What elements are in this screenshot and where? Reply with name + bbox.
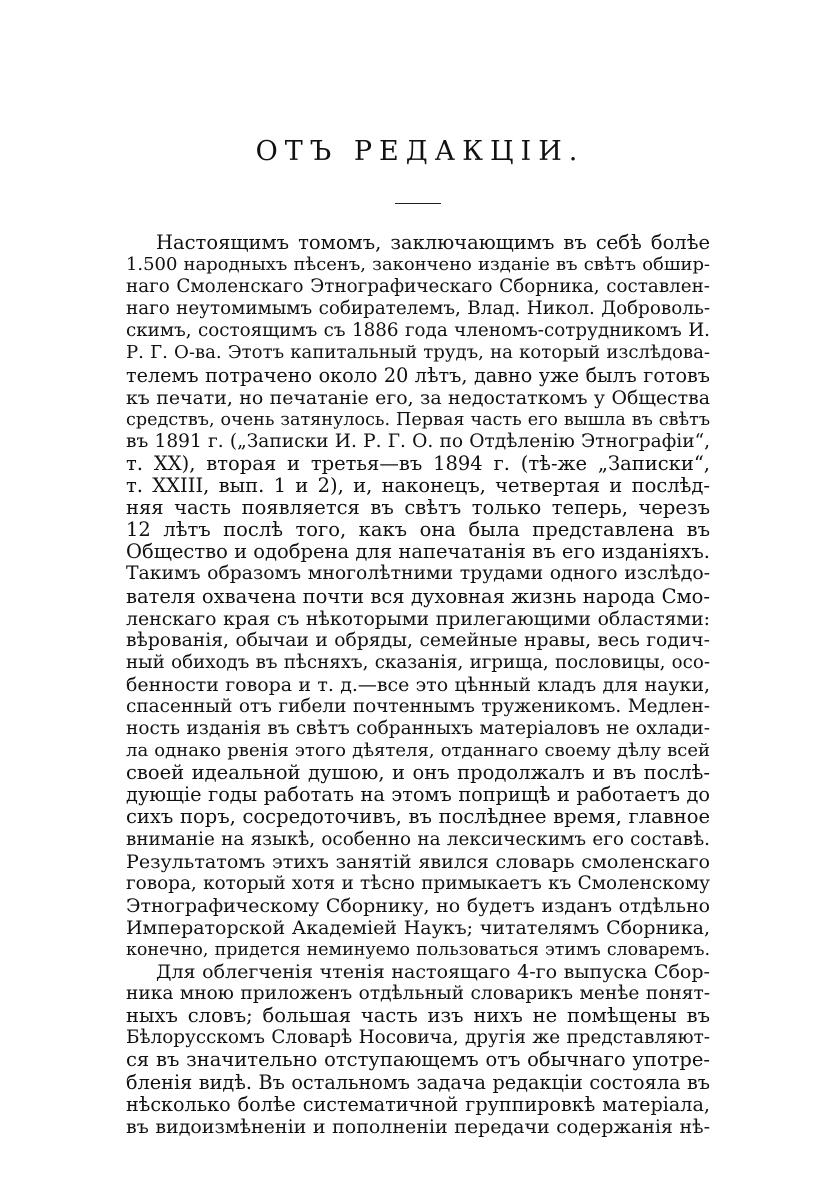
text-line: т. XX), вторая и третья—въ 1894 г. (тѣ-же „Записки“, (126, 452, 710, 475)
text-line: спасенный отъ гибели почтеннымъ труженикомъ. Медлен- (126, 695, 710, 717)
text-line: ныхъ словъ; большая часть изъ нихъ не помѣщены въ (126, 1005, 710, 1028)
text-line: ла однако рвенія этого дѣятеля, отданнаго своему дѣлу всей (126, 740, 710, 762)
text-line: ся въ значительно отступающемъ отъ обычнаго употре- (126, 1049, 710, 1072)
text-line: сихъ поръ, сосредоточивъ, въ послѣднее время, главное (126, 806, 710, 829)
text-line: Императорской Академіей Наукъ; читателямъ Сборника, (126, 916, 710, 939)
text-line: Для облегченія чтенія настоящаго 4-го выпуска Сбор- (156, 961, 710, 984)
text-line: Р. Г. О-ва. Этотъ капитальный трудъ, на который изслѣдова- (126, 342, 710, 364)
text-line: Результатомъ этихъ занятій явился словарь смоленскаго (126, 850, 710, 873)
text-line: бленія видѣ. Въ остальномъ задача редакціи состояла въ (126, 1071, 710, 1094)
text-line: дующіе годы работать на этомъ поприщѣ и работаетъ до (126, 784, 710, 807)
text-line: 12 лѣтъ послѣ того, какъ она была представлена въ (126, 519, 710, 542)
title-divider (395, 203, 441, 204)
text-line: ника мною приложенъ отдѣльный словарикъ менѣе понят- (126, 983, 710, 1005)
text-line: ность изданія въ свѣтъ собранныхъ матеріаловъ не охлади- (126, 718, 710, 740)
text-line: своей идеальной душою, и онъ продолжалъ и въ послѣ- (126, 762, 710, 785)
text-line: Общество и одобрена для напечатанія въ его изданіяхъ. (126, 541, 710, 564)
text-line: средствъ, очень затянулось. Первая часть его вышла въ свѣтъ (126, 409, 710, 430)
text-line: въ 1891 г. („Записки И. Р. Г. О. по Отдѣленію Этнографіи“, (126, 430, 710, 452)
text-line: наго неутомимымъ собирателемъ, Влад. Никол. Доброволь- (126, 298, 710, 320)
text-line: скимъ, состоящимъ съ 1886 года членомъ-сотрудникомъ И. (126, 320, 710, 342)
text-line: т. XXIII, вып. 1 и 2), и, наконецъ, четвертая и послѣд- (126, 475, 710, 498)
text-line: нѣсколько болѣе систематичной группировкѣ матеріала, (126, 1093, 710, 1116)
text-line: телемъ потрачено около 20 лѣтъ, давно уже былъ готовъ (126, 364, 710, 387)
page-title: ОТЪ РЕДАКЦІИ. (255, 136, 585, 167)
body-text (126, 232, 710, 1138)
text-line: 1.500 народныхъ пѣсенъ, закончено изданіе въ свѣтъ обшир- (126, 254, 710, 276)
text-line: Бѣлорусскомъ Словарѣ Носовича, другія же представляют- (126, 1027, 710, 1049)
text-line: Настоящимъ томомъ, заключающимъ въ себѣ болѣе (156, 232, 710, 254)
text-line: вателя охвачена почти вся духовная жизнь народа Смо- (126, 585, 710, 608)
text-line: Этнографическому Сборнику, но будетъ изданъ отдѣльно (126, 894, 710, 917)
text-line: въ видоизмѣненіи и пополненіи передачи содержанія нѣ- (126, 1115, 710, 1138)
text-line: Такимъ образомъ многолѣтними трудами одного изслѣдо- (126, 563, 710, 585)
text-line: ный обиходъ въ пѣсняхъ, сказанія, игрища, пословицы, осо- (126, 651, 710, 673)
text-line: наго Смоленскаго Этнографическаго Сборника, составлен- (126, 276, 710, 298)
text-line: конечно, придется неминуемо пользоваться этимъ словаремъ. (126, 940, 710, 960)
text-line: вѣрованія, обычаи и обряды, семейные нравы, весь годич- (126, 629, 710, 651)
text-line: вниманіе на языкѣ, особенно на лексическимъ его составѣ. (126, 828, 710, 850)
text-line: няя часть появляется въ свѣтъ только теперь, черезъ (126, 497, 710, 520)
text-line: бенности говора и т. д.—все это цѣнный кладъ для науки, (126, 673, 710, 696)
text-line: къ печати, но печатаніе его, за недостаткомъ у Общества (126, 386, 710, 409)
text-line: говора, который хотя и тѣсно примыкаетъ къ Смоленскому (126, 872, 710, 894)
text-line: ленскаго края съ нѣкоторыми прилегающими областями: (126, 607, 710, 630)
